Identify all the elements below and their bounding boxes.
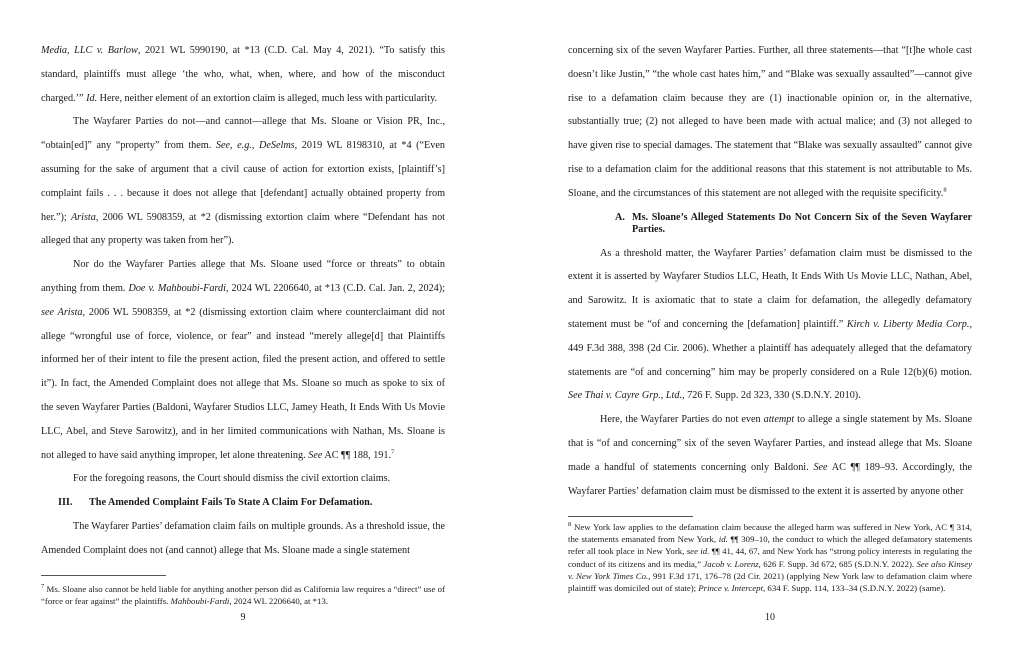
- citation-italic: See Thai v. Cayre Grp., Ltd.: [568, 390, 683, 402]
- citation-italic: Kirch v. Liberty Media Corp.: [846, 318, 970, 330]
- text-run: The Wayfarer Parties’ defamation claim fails on multiple grounds. As a threshold issue, the Amended Complaint does not (and cannot) allege that Ms. Sloane made a single statement: [41, 520, 445, 556]
- text-run: , 991 F.3d 171, 176–78 (2d Cir. 2021) (applying New York law to defamation claim where plaintiff was domiciled out of state);: [568, 570, 972, 594]
- body-paragraphs-after-heading: [568, 242, 972, 504]
- citation-italic: See, e.g.: [215, 140, 252, 152]
- paragraph: [41, 253, 445, 467]
- section-number: III.: [58, 497, 73, 509]
- text-run: For the foregoing reasons, the Court should dismiss the civil extortion claims.: [73, 473, 391, 485]
- text-run: , 2006 WL 5908359, at *2 (dismissing extortion claim where counterclaimant did not allege “wrongful use of force, violence, or fear” and instead “merely allege[d] that Plaintiffs informed her of their intent to file the present action, filed the present action, and offered to settle it”). In fact, the Amended Complaint does not allege that Ms. Sloane so much as spoke to six of the seven Wayfarer Parties (Baldoni, Wayfarer Studios LLC, Jamey Heath, It Ends With Us Movie LLC, Abel, and Steve Sarowitz), and in her limited communications with Nathan, Ms. Sloane is not alleged to have said anything improper, let alone threatening.: [41, 306, 445, 461]
- section-heading-iii: [41, 491, 445, 515]
- footnote-8: [568, 521, 972, 594]
- citation-italic: See: [308, 449, 323, 461]
- citation-italic: attempt: [763, 414, 795, 426]
- text-run: New York law applies to the defamation claim because the alleged harm was suffered in New York, AC ¶ 314, the statements emanated from New York,: [568, 522, 972, 545]
- citation-italic: id.: [718, 534, 728, 545]
- page-number: 9: [240, 612, 246, 623]
- paragraph: [41, 467, 445, 491]
- subsection-letter: A.: [615, 211, 625, 223]
- text-run: , 2024 WL 2206640, at *13.: [229, 596, 329, 607]
- citation-italic: see id.: [686, 546, 710, 557]
- body-paragraphs: [568, 39, 972, 206]
- paragraph: [568, 39, 972, 206]
- footnote-reference: 7: [391, 448, 395, 456]
- text-run: Ms. Sloane also cannot be held liable for anything another person did as California law requires a “direct” use of “force or fear against” the plaintiffs.: [41, 584, 445, 607]
- citation-italic: Mahboubi-Fardi: [170, 596, 230, 607]
- text-run: , 626 F. Supp. 3d 672, 685 (S.D.N.Y. 2022).: [758, 558, 917, 569]
- section-title: The Amended Complaint Fails To State A Claim For Defamation.: [89, 497, 373, 509]
- text-run: , 2019 WL 8198310, at *4 (“Even assuming for the sake of argument that a civil cause of action for extortion exists, [plaintiff’s] complaint fails . . . because it does not allege that [defendant] actually obtained property from her.”);: [41, 140, 445, 223]
- citation-italic: Arista: [70, 211, 96, 223]
- footnote-number: 8: [568, 521, 572, 529]
- citation-italic: See: [813, 461, 828, 473]
- page-10: [512, 0, 1024, 648]
- citation-italic: see Arista: [41, 306, 83, 318]
- text-run: The Wayfarer Parties do not—and cannot—allege that Ms. Sloane or Vision PR, Inc., “obtain[ed]” any “property” from them.: [41, 116, 445, 152]
- text-run: Here, the Wayfarer Parties do not even: [600, 414, 764, 426]
- citation-italic: DeSelms: [259, 140, 295, 152]
- text-run: ¶¶ 309–10, the conduct to which the alleged defamatory statements refer all took place in New York,: [568, 534, 973, 557]
- citation-italic: Jacob v. Lorenz: [703, 558, 759, 569]
- text-run: AC ¶¶ 189–93. Accordingly, the Wayfarer Parties’ defamation claim must be dismissed to the extent it is asserted by anyone other: [568, 461, 972, 497]
- citation-italic: Doe v. Mahboubi-Fardi: [128, 282, 226, 294]
- text-run: , 2006 WL 5908359, at *2 (dismissing extortion claim where “Defendant has not alleged that any property was taken from her”).: [41, 211, 445, 247]
- citation-italic: Media, LLC v. Barlow: [41, 45, 138, 56]
- citation-italic: Prince v. Intercept: [698, 583, 764, 594]
- paragraph: [41, 39, 445, 110]
- body-paragraphs-after-heading: [41, 515, 445, 563]
- paragraph: [568, 242, 972, 409]
- paragraph: [568, 408, 972, 503]
- footnote-reference: 8: [943, 186, 947, 194]
- subsection-heading-a: [568, 212, 972, 236]
- body-paragraphs: [41, 39, 445, 491]
- text-run: , 2021 WL 5990190, at *13 (C.D. Cal. May 4, 2021). “To satisfy this standard, plaintiffs must allege ‘the who, what, when, where, and how of the misconduct charged.’”: [41, 45, 445, 104]
- citation-italic: See also Kinsey v. New York Times Co.: [568, 558, 973, 581]
- text-run: , 634 F. Supp. 114, 133–34 (S.D.N.Y. 2022) (same).: [763, 583, 946, 594]
- paragraph: [41, 110, 445, 253]
- text-run: As a threshold matter, the Wayfarer Parties’ defamation claim must be dismissed to the extent it is asserted by Wayfarer Studios LLC, Heath, It Ends With Us Movie LLC, Nathan, Abel, and Sarowitz. It is axiomatic that to state a claim for defamation, the allegedly defamatory statement must be “of and concerning the [defamation] plaintiff.”: [568, 247, 972, 330]
- text-run: , 726 F. Supp. 2d 323, 330 (S.D.N.Y. 2010).: [682, 390, 861, 402]
- footnote-7: [41, 583, 445, 607]
- text-run: concerning six of the seven Wayfarer Parties. Further, all three statements—that “[t]he whole cast doesn’t like Justin,” “the whole cast hates him,” and “Blake was sexually assaulted”—cannot give rise to a defamation claim because they are (1) inactionable opinion or, in the alternative, substantially true; (2) not alleged to have been made with actual malice; and (3) not alleged to have given rise to special damages. The statement that “Blake was sexually assaulted” cannot give rise to a defamation claim for the additional reasons that this statement is not attributable to Ms. Sloane, and the circumstances of this statement are not alleged with the requisite specificity.: [568, 45, 972, 199]
- page-10-body: [568, 39, 972, 503]
- text-run: Nor do the Wayfarer Parties allege that Ms. Sloane used “force or threats” to obtain anything from them.: [41, 259, 445, 294]
- footnote-number: 7: [41, 583, 45, 591]
- text-run: , 449 F.3d 388, 398 (2d Cir. 2006). Whether a plaintiff has adequately alleged that the defamatory statements are “of and concerning” him may be properly considered on a Rule 12(b)(6) motion.: [568, 318, 972, 378]
- text-run: AC ¶¶ 188, 191.: [322, 449, 392, 461]
- subsection-title: Ms. Sloane’s Alleged Statements Do Not Concern Six of the Seven Wayfarer Parties.: [632, 211, 972, 235]
- page-9-body: [41, 39, 445, 563]
- text-run: ,: [251, 140, 259, 152]
- text-run: Here, neither element of an extortion claim is alleged, much less with particularity.: [97, 92, 438, 104]
- paragraph: [41, 515, 445, 563]
- text-run: to allege a single statement by Ms. Sloane that is “of and concerning” six of the seven Wayfarer Parties, and instead allege that Ms. Sloane made a handful of statements concerning only Baldoni.: [568, 414, 972, 473]
- text-run: ¶¶ 41, 44, 67, and New York has “strong policy interests in regulating the conduct of its citizens and its media,”: [568, 546, 972, 569]
- page-number: 10: [765, 612, 775, 623]
- footnote-separator: [568, 516, 693, 517]
- text-run: , 2024 WL 2206640, at *13 (C.D. Cal. Jan. 2, 2024);: [225, 282, 446, 294]
- citation-italic: Id.: [86, 92, 98, 104]
- footnote-separator: [41, 575, 166, 576]
